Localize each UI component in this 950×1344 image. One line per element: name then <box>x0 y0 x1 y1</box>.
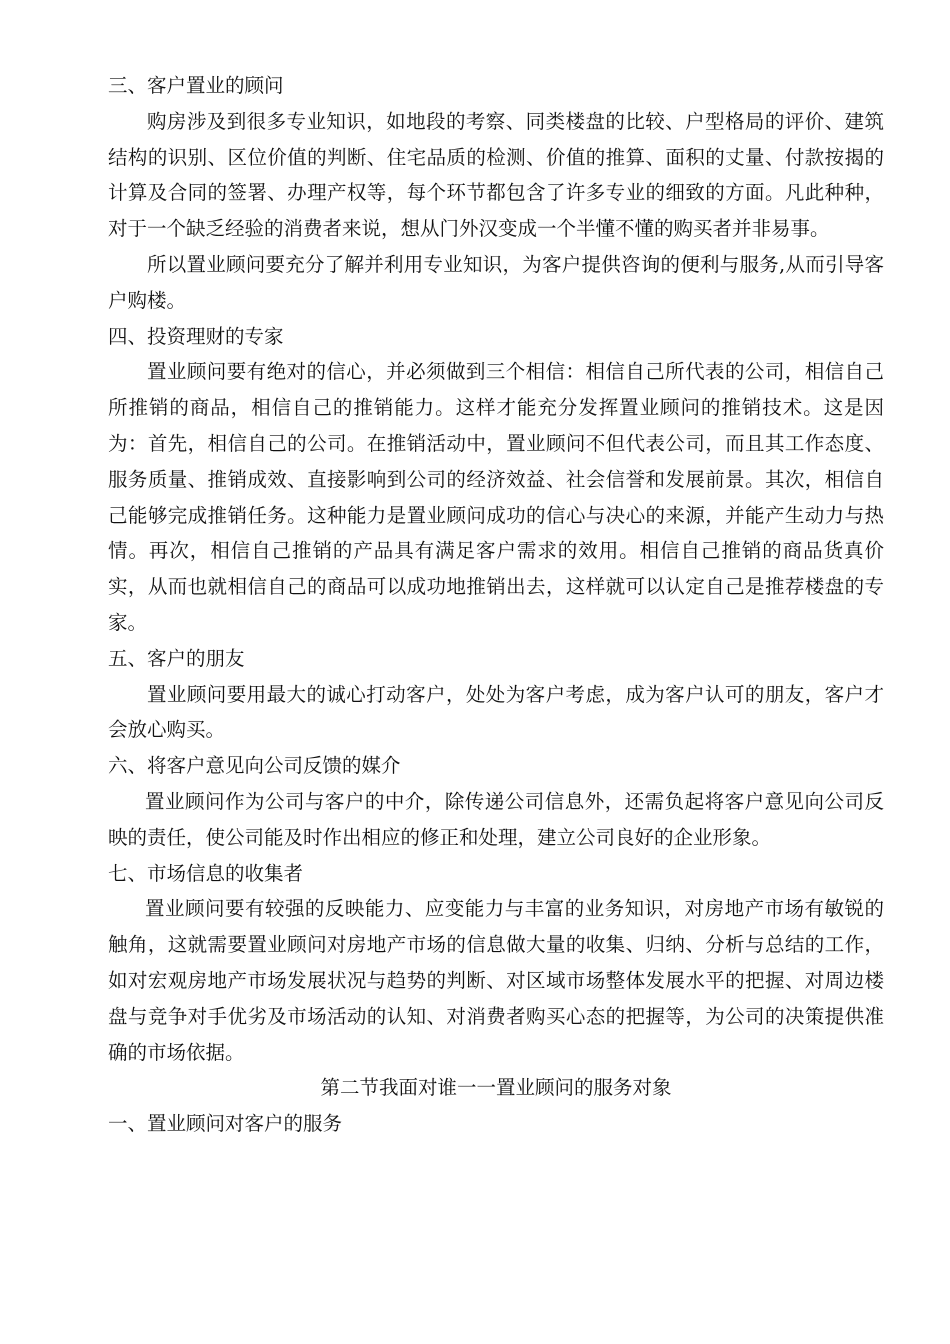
section-title-service-targets: 第二节我面对谁一一置业顾问的服务对象 <box>320 1076 672 1100</box>
paragraph-feedback-responsibility: 置业顾问作为公司与客户的中介，除传递公司信息外，还需负起将客户意见向公司反映的责任，使公司能及时作出相应的修正和处理，建立公司良好的企业形象。 <box>108 789 884 849</box>
paragraph-advisor-guidance: 所以置业顾问要充分了解并利用专业知识，为客户提供咨询的便利与服务,从而引导客户购楼。 <box>108 252 884 312</box>
heading-investment-expert: 四、投资理财的专家 <box>108 324 284 348</box>
heading-customer-purchase-advisor: 三、客户置业的顾问 <box>108 74 284 97</box>
paragraph-sincerity: 置业顾问要用最大的诚心打动客户，处处为客户考虑，成为客户认可的朋友，客户才会放心购买。 <box>108 682 884 742</box>
heading-feedback-medium: 六、将客户意见向公司反馈的媒介 <box>108 754 401 778</box>
paragraph-market-information: 置业顾问要有较强的反映能力、应变能力与丰富的业务知识，对房地产市场有敏锐的触角，这就需要置业顾问对房地产市场的信息做大量的收集、归纳、分析与总结的工作，如对宏观房地产市场发展状况与趋势的判断、对区域市场整体发展水平的把握、对周边楼盘与竞争对手优劣及市场活动的认知、对消费者购买心态的把握等，为公司的决策提供准确的市场依据。 <box>108 897 884 1064</box>
heading-market-info-collector: 七、市场信息的收集者 <box>108 861 304 885</box>
paragraph-professional-knowledge: 购房涉及到很多专业知识，如地段的考察、同类楼盘的比较、户型格局的评价、建筑结构的识别、区位价值的判断、住宅品质的检测、价值的推算、面积的丈量、付款按揭的计算及合同的签署、办理产权等，每个环节都包含了许多专业的细致的方面。凡此种种，对于一个缺乏经验的消费者来说，想从门外汉变成一个半懂不懂的购买者并非易事。 <box>108 109 884 241</box>
heading-customer-service: 一、置业顾问对客户的服务 <box>108 1112 343 1136</box>
paragraph-three-beliefs: 置业顾问要有绝对的信心，并必须做到三个相信：相信自己所代表的公司，相信自己所推销的商品，相信自己的推销能力。这样才能充分发挥置业顾问的推销技术。这是因为：首先，相信自己的公司。在推销活动中，置业顾问不但代表公司，而且其工作态度、服务质量、推销成效、直接影响到公司的经济效益、社会信誉和发展前景。其次，相信自己能够完成推销任务。这种能力是置业顾问成功的信心与决心的来源，并能产生动力与热情。再次，相信自己推销的产品具有满足客户需求的效用。相信自己推销的商品货真价实，从而也就相信自己的商品可以成功地推销出去，这样就可以认定自己是推荐楼盘的专家。 <box>108 360 884 634</box>
heading-customer-friend: 五、客户的朋友 <box>108 646 245 670</box>
document-page <box>108 68 884 1142</box>
